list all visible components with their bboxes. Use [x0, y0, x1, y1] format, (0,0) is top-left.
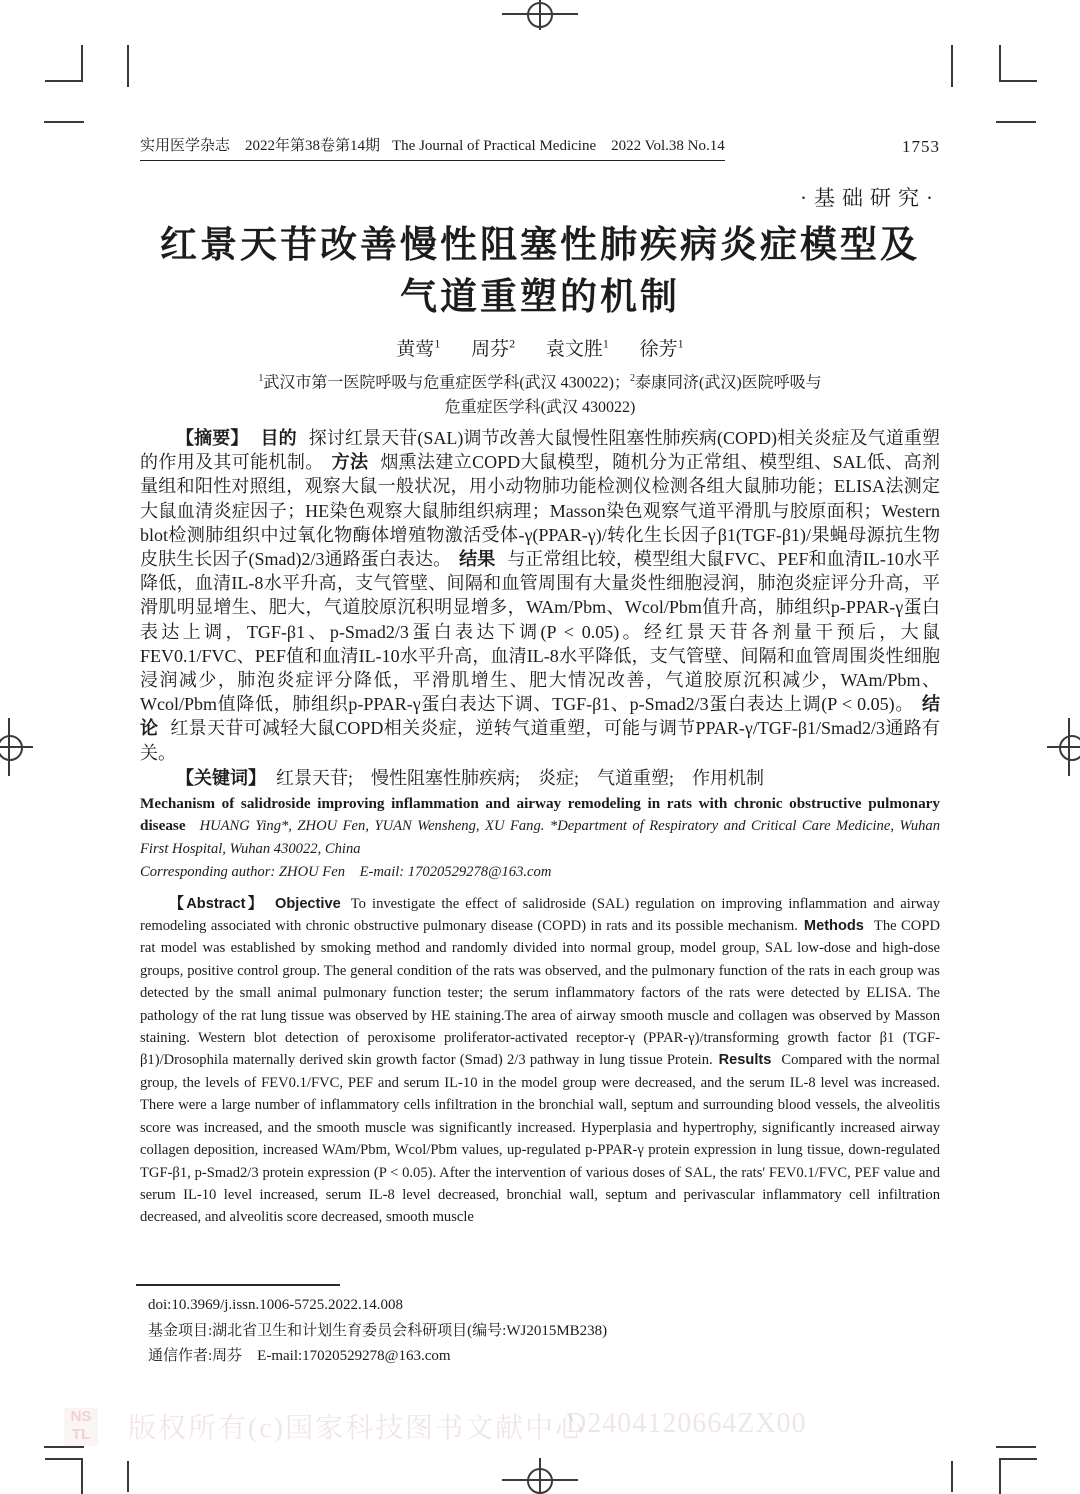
affiliation-part-1: 武汉市第一医院呼吸与危重症医学科(武汉 430022)；: [263, 374, 630, 391]
author-name: 黄莺: [396, 339, 434, 360]
affiliation-en: *Department of Respiratory and Critical Care Medicine, Wuhan First Hospital, Wuhan 430022, China: [140, 818, 940, 856]
article-title-en-para: [140, 793, 940, 860]
results-text: 与正常组比较，模型组大鼠FVC、PEF和血清IL-10水平降低，血清IL-8水平升高，支气管壁、间隔和血管周围有大量炎性细胞浸润，肺泡炎症评分升高，平滑肌明显增生、肥大，气道胶原沉积明显增多，WAm/Pbm、Wcol/Pbm值升高，肺组织p-PPAR-γ蛋白表达上调，TGF-β1、p-Smad2/3蛋白表达下调(P < 0.05)。经红景天苷各剂量干预后，大鼠FEV0.1/FVC、PEF值和血清IL-10水平升高，血清IL-8水平降低，支气管壁、间隔和血管周围炎性细胞浸润减少，肺泡炎症评分降低，平滑肌增生、肥大情况改善，气道胶原沉积减少，WAm/Pbm、Wcol/Pbm值降低，肺组织p-PPAR-γ蛋白表达下调、TGF-β1、p-Smad2/3蛋白表达上调(P < 0.05)。: [140, 549, 940, 714]
journal-title-zh: 实用医学杂志 2022年第38卷第14期: [140, 138, 380, 154]
registration-mark-left-icon: [0, 735, 23, 761]
article-title-line-1: 红景天苷改善慢性阻塞性肺疾病炎症模型及: [0, 220, 1080, 272]
registration-mark-left-hline-icon: [0, 746, 33, 748]
author-name: 徐芳: [640, 339, 678, 360]
results-en-text: Compared with the normal group, the levels of FEV0.1/FVC, PEF and serum IL-10 in the model group were decreased, and the serum IL-8 level was increased. There were a large number of inflammatory cells infiltration in the bronchial wall, septum and surrounding blood vessels, the alveolitis score was increased, and the smooth muscle was significantly increased. Hyperplasia and hypertrophy, significantly increased airway collagen deposition, increased WAm/Pbm, Wcol/Pbm values, up-regulated p-PPAR-γ protein expression in lung tissue, down-regulated TGF-β1, p-Smad2/3 protein expression (P < 0.05). After the intervention of various doses of SAL, the rats' FEV0.1/FVC, PEF value and serum IL-10 level increased, serum IL-8 level decreased, bronchial wall, septum and perivascular inflammatory cell infiltration decreased, and alveolitis score decreased, smooth muscle: [140, 1052, 940, 1225]
author-2: [471, 339, 515, 360]
abstract-en: [140, 893, 940, 1229]
affiliation-line-2: 危重症医学科(武汉 430022): [0, 395, 1080, 420]
crop-mark-top-left-dash-icon: [44, 121, 84, 123]
abstract-zh: [140, 426, 940, 765]
methods-text: 烟熏法建立COPD大鼠模型，随机分为正常组、模型组、SAL低、高剂量组和阳性对照组，观察大鼠一般状况，用小动物肺功能检测仪检测各组大鼠肺功能；ELISA法测定大鼠血清炎症因子；HE染色观察大鼠肺组织病理；Masson染色观察气道平滑肌与胶原面积；Western blot检测肺组织中过氧化物酶体增殖物激活受体-γ(PPAR-γ)/转化生长因子β1(TGF-β1)/果蝇母源抗生物皮肤生长因子(Smad)2/3通路蛋白表达。: [140, 452, 940, 569]
watermark-text: 版权所有(c)国家科技图书文献中心: [128, 1406, 585, 1446]
author-4: [640, 339, 684, 360]
nstl-logo-line1: NS: [64, 1408, 98, 1426]
registration-mark-right-hline-icon: [1047, 746, 1080, 748]
methods-en-label: Methods: [804, 918, 864, 934]
author-name: 周芬: [471, 339, 509, 360]
results-en-label: Results: [719, 1052, 772, 1068]
registration-mark-top-vline-icon: [539, 0, 541, 30]
conclusion-text: 红景天苷可减轻大鼠COPD相关炎症，逆转气道重塑，可能与调节PPAR-γ/TGF-β1/Smad2/3通路有关。: [140, 718, 940, 762]
footnote-divider: [136, 1284, 340, 1286]
authors-row: [0, 334, 1080, 361]
keywords-label: 【关键词】: [176, 768, 266, 788]
methods-en-text: The COPD rat model was established by smoking method and randomly divided into normal group, model group, SAL low-dose and high-dose groups, positive control group. The general condition of the rats was observed, and the pulmonary function of the rats in each group was detected by the small animal pulmonary function tester; the serum inflammatory factors of the rats were detected by ELISA. The pathology of the rat lung tissue was observed by HE staining.The area of airway smooth muscle and collagen was observed by Masson staining. Western blot detection of peroxisome proliferator-activated receptor-γ (PPAR-γ)/transforming growth factor β1 (TGF-β1)/Drosophila maternally derived skin growth factor (Smad) 2/3 pathway in lung tissue Protein.: [140, 918, 940, 1068]
crop-mark-bottom-left-tick-icon: [127, 1461, 129, 1492]
english-block: [140, 793, 940, 1275]
article-title-en: Mechanism of salidroside improving inflammation and airway remodeling in rats with chronic obstructive pulmonary disease: [140, 795, 940, 834]
journal-title-en: The Journal of Practical Medicine 2022 Vol.38 No.14: [392, 138, 725, 154]
nstl-logo-icon: [64, 1408, 98, 1446]
methods-label: 方法: [332, 452, 369, 472]
journal-info: [140, 134, 725, 161]
author-3: [546, 339, 609, 360]
results-label: 结果: [459, 549, 495, 569]
fund-line: 基金项目:湖北省卫生和计划生育委员会科研项目(编号:WJ2015MB238): [140, 1319, 940, 1345]
column-label: ·基础研究·: [800, 182, 940, 212]
objective-en-text: To investigate the effect of salidroside (SAL) regulation on improving inflammation and airway remodeling associated with chronic obstructive pulmonary disease (COPD) in rats and its possible mechanism.: [140, 896, 940, 934]
crop-mark-bottom-right-tick-icon: [951, 1461, 953, 1492]
affiliation-superscript-2: 2: [630, 373, 635, 384]
affiliation-superscript-1: 1: [258, 373, 263, 384]
keywords-row: [140, 766, 940, 791]
crop-mark-top-right-corner-icon: [999, 45, 1037, 82]
authors-en: HUANG Ying*, ZHOU Fen, YUAN Wensheng, XU Fang.: [200, 818, 545, 834]
crop-mark-bottom-right-dash-icon: [996, 1446, 1036, 1448]
crop-mark-top-right-dash-icon: [996, 121, 1036, 123]
crop-mark-top-left-corner-icon: [45, 45, 83, 82]
conclusion-label: 结论: [140, 694, 940, 738]
copyright-watermark: [0, 1404, 1080, 1452]
article-title-zh: [0, 220, 1080, 324]
doi-line: doi:10.3969/j.issn.1006-5725.2022.14.008: [140, 1293, 940, 1319]
article-title-line-2: 气道重塑的机制: [0, 272, 1080, 324]
keywords-text: 红景天苷; 慢性阻塞性肺疾病; 炎症; 气道重塑; 作用机制: [276, 768, 764, 788]
crop-mark-bottom-left-dash-icon: [44, 1446, 84, 1448]
author-affiliation-superscript: 1: [434, 337, 440, 351]
corresponding-author-line: 通信作者:周芬 E-mail:17020529278@163.com: [140, 1344, 940, 1370]
crop-mark-bottom-left-corner-icon: [45, 1458, 83, 1494]
registration-mark-right-vline-icon: [1068, 718, 1070, 776]
abstract-label: 【摘要】: [176, 428, 248, 448]
affiliation-line-1: [0, 366, 1080, 395]
objective-en-label: Objective: [275, 896, 341, 912]
crop-mark-top-right-tick-icon: [951, 45, 953, 87]
author-affiliation-superscript: 2: [509, 337, 515, 351]
page-number: 1753: [902, 137, 940, 161]
nstl-logo-line2: TL: [64, 1426, 98, 1444]
running-head: [140, 134, 940, 161]
corresponding-author-line-en: Corresponding author: ZHOU Fen E-mail: 17020529278@163.com: [140, 861, 940, 883]
affiliation-part-2: 泰康同济(武汉)医院呼吸与: [635, 374, 822, 391]
footnote-block: [140, 1284, 940, 1370]
abstract-en-label: 【Abstract】: [169, 896, 265, 912]
crop-mark-top-left-tick-icon: [127, 45, 129, 87]
affiliation-zh: [0, 366, 1080, 420]
crop-mark-bottom-right-corner-icon: [999, 1458, 1037, 1494]
objective-label: 目的: [260, 428, 296, 448]
author-affiliation-superscript: 1: [678, 337, 684, 351]
author-affiliation-superscript: 1: [603, 337, 609, 351]
registration-mark-bottom-vline-icon: [539, 1458, 541, 1492]
watermark-code: D2404120664ZX00: [566, 1408, 807, 1440]
objective-text: 探讨红景天苷(SAL)调节改善大鼠慢性阻塞性肺疾病(COPD)相关炎症及气道重塑的作用及其可能机制。: [140, 428, 940, 472]
author-name: 袁文胜: [546, 339, 603, 360]
registration-mark-left-vline-icon: [8, 718, 10, 776]
author-1: [396, 339, 440, 360]
abstract-zh-block: [140, 426, 940, 792]
